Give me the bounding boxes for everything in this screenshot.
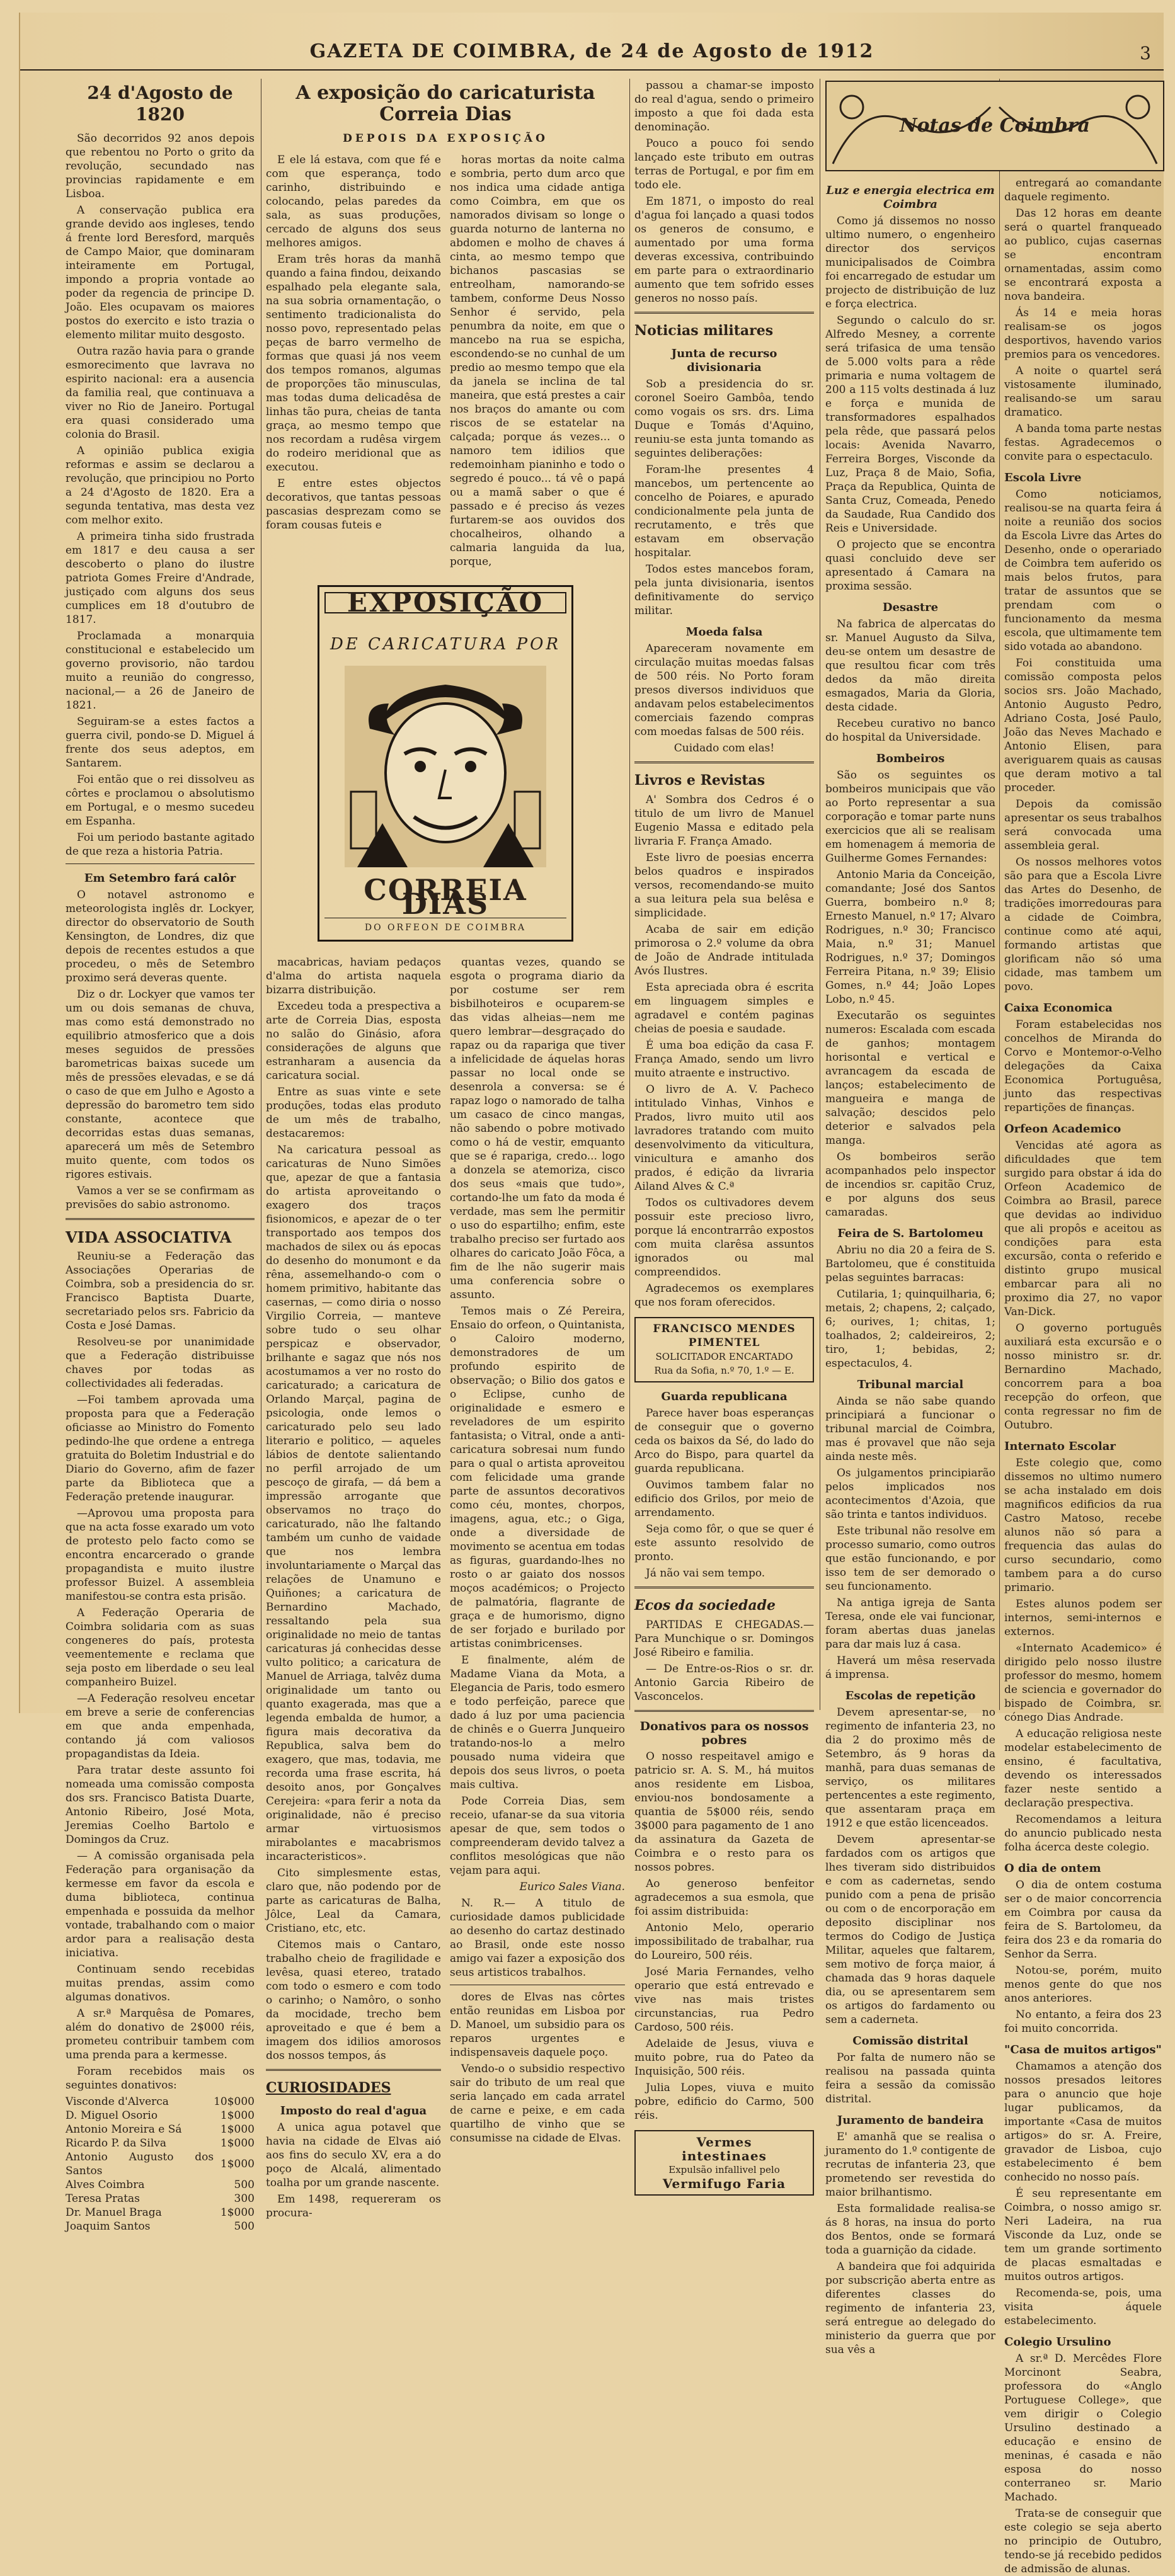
paragraph: Em 1498, requereram os procura-	[266, 2193, 441, 2220]
paragraph: Resolveu-se por unanimidade que a Federação distribuisse chaves por todas as collectividades ali federadas.	[66, 1336, 255, 1390]
paragraph: A Federação Operaria de Coimbra solidaria com as suas congeneres do país, protesta veementemente e reclama que seja posto em liberdade o seu leal companheiro Buizel.	[66, 1607, 255, 1689]
paragraph: Segundo o calculo do sr. Alfredo Mesney, a corrente será trifasica de uma tensão de 5.000 volts para a rêde primaria e numa voltagem de 200 a 115 volts destinada á luz e força e munida de transformadores espalhados pela rêde, que passará pelos locais: Avenida Navarro, Ferreira Borges, Visconde da Luz, Praça 8 de Maio, Sofia, Praça da Republica, Quinta de Santa Cruz, Comeada, Penedo da Saudade, Rua Candido dos Reis e Universidade.	[825, 314, 995, 535]
paragraph: Para tratar deste assunto foi nomeada uma comissão composta dos srs. Francisco Batista Duarte, Antonio Ribeiro, José Mota, Jeremias Coelho Bartolo e Domingos da Cruz.	[66, 1764, 255, 1846]
poster-footer: DO ORFEON DE COIMBRA	[324, 918, 566, 935]
paragraph: Proclamada a monarquia constitucional e estabelecido um governo provisorio, não tardou muito a reunião do congresso, nacional,— a 26 de Janeiro de 1821.	[66, 630, 255, 712]
paragraph: A bandeira que foi adquirida por subscrição aberta entre as diferentes classes do regimento de infanteria 23, será entregue ao delegado do ministerio da guerra que por sua vês a	[825, 2260, 995, 2356]
paragraph: Seguiram-se a estes factos a guerra civil, pondo-se D. Miguel á frente dos seus adeptos, em Santarem.	[66, 715, 255, 770]
paragraph: Ás 14 e meia horas realisam-se os jogos desportivos, havendo varios premios para os vencedores.	[1004, 307, 1162, 361]
paragraph: Foi constituida uma comissão composta pelos socios srs. João Machado, Antonio Augusto Pedro, Adriano Costa, José Paulo, João das Neves Machado e Antonio Elisen, para averiguarem quais as causas que deram motivo a tal proceder.	[1004, 657, 1162, 794]
paragraph: dores de Elvas nas côrtes então reunidas em Lisboa por D. Manoel, um subsidio para os reparos urgentes e indispensaveis daquele poço.	[450, 1991, 625, 2059]
paragraph: Chamamos a atenção dos nossos presados leitores para o anuncio que hoje lugar publicamos, da importante «Casa de muitos artigos» do sr. A. Freire, gravador de Lisboa, cujo estabelecimento é bem conhecido no nosso país.	[1004, 2060, 1162, 2184]
paragraph: A educação religiosa neste modelar estabelecimento de ensino, é facultativa, devendo os interessados fazer neste sentido a declaração prespectiva.	[1004, 1728, 1162, 1809]
paragraph: Como já dissemos no nosso ultimo numero, o engenheiro director dos serviços municipalisados de Coimbra foi encarregado de estudar um projecto de distribuição de luz e força electrica.	[825, 215, 995, 311]
ad-name: FRANCISCO MENDES PIMENTEL	[653, 1323, 796, 1349]
paragraph: E' amanhã que se realisa o juramento do 1.º contigente de recrutas de infanteria 23, que prometendo ser revestida do maior brilhantismo.	[825, 2131, 995, 2199]
paragraph: Todos estes mancebos foram, pela junta divisionaria, isentos definitivamente do serviço militar.	[634, 563, 814, 617]
paragraph: A unica agua potavel que havia na cidade de Elvas aió aos fins do seculo XV, era a do poço de Alcalá, alimentado toalha por um grande nascente.	[266, 2121, 441, 2189]
paragraph: A sr.ª Marquêsa de Pomares, além do donativo de 2$000 réis, prometeu contribuir tambem com uma prenda para a kermesse.	[66, 2007, 255, 2061]
paragraph: Os nossos melhores votos são para que a Escola Livre das Artes do Desenho, de tradições imorredouras para a cidade de Coimbra, continue como até aqui, formando artistas que glorificam não só uma cidade, mas tambem um povo.	[1004, 856, 1162, 993]
paragraph: Haverá um mêsa reservada á imprensa.	[825, 1655, 995, 1681]
paragraph: Notou-se, porém, muito menos gente do que nos anos anteriores.	[1004, 1964, 1162, 2005]
headline-orfeon: Orfeon Academico	[1004, 1122, 1121, 1136]
paragraph: É uma boa edição da casa F. França Amado, sendo um livro muito atraente e instructivo.	[634, 1039, 814, 1080]
paragraph: Vendo-o o subsidio respectivo sair do tributo de um real que seria lançado em cada arratel de carne e peixe, e em cada quartilho de vinho que se consumisse na cidade de Elvas.	[450, 2063, 625, 2145]
divider	[634, 1710, 814, 1712]
table-row: Ricardo P. da Silva 1$000	[66, 2137, 255, 2150]
paragraph: Apareceram novamente em circulação muitas moedas falsas de 500 réis. No Porto foram presos diversos individuos que andavam pelos estabelecimentos comerciais fazendo compras com moedas falsas de 500 réis.	[634, 642, 814, 738]
paragraph: —Aprovou uma proposta para que na acta fosse exarado um voto de protesto pelo facto como se encontra encarcerado o grande propagandista e muito ilustre professor Buizel. A assembleia manifestou-se contra esta prisão.	[66, 1507, 255, 1603]
author-signature: Eurico Sales Viana.	[519, 1881, 625, 1893]
divider	[634, 1587, 814, 1588]
caricature-face-icon	[345, 666, 546, 867]
paragraph: Recomendamos a leitura do anuncio publicado nesta folha ácerca deste colegio.	[1004, 1813, 1162, 1854]
paragraph: E finalmente, além de Madame Viana da Mota, a Elegancia de Paris, todo esmero e todo perfeição, parece que dado á luz por uma paciencia de chinês e o Guerra Junqueiro tratando-nos-lo a melro pousado numa videira que depois dos seus livros, o poeta mais cultiva.	[450, 1654, 625, 1791]
paragraph: Depois da comissão apresentar os seus trabalhos será convocada uma assembleia geral.	[1004, 798, 1162, 852]
headline-internato: Internato Escolar	[1004, 1440, 1116, 1453]
poster-subtitle: DE CARICATURA POR	[330, 635, 561, 654]
headline-noticias-militares: Noticias militares	[634, 322, 774, 339]
paragraph: Parece haver boas esperanças de conseguir que o governo ceda os baixos da Sé, do lado do Arco do Bispo, para quartel da guarda republicana.	[634, 1407, 814, 1475]
ad-role: SOLICITADOR ENCARTADO	[655, 1351, 793, 1362]
paragraph: Estes alunos podem ser internos, semi-internos e externos.	[1004, 1598, 1162, 1638]
paragraph: entregará ao comandante daquele regimento.	[1004, 177, 1162, 203]
paragraph: — A comissão organisada pela Federação para organisação da kermesse em favor da escola e duma biblioteca, continua empenhada e possuida da melhor vontade, trabalhando com o maior ardor para a realisação desta iniciativa.	[66, 1850, 255, 1959]
paragraph: Temos mais o Zé Pereira, Ensaio do orfeon, o Quintanista, o Caloiro moderno, demonstradores de um profundo espirito de observação; o Bilio dos gatos e o Eclipse, cunho de originalidade e esmero e reveladores de um espirito fantasista; o Vitral, onde a anti-caricatura sobresai num fundo para o qual o artista aproveitou com felicidade uma grande parte de assuntos decorativos como céu, montes, chorpos, imagens, agua, etc.; o Giga, onde a diversidade de movimento se acentua em todas as figuras, guardando-lhes no rosto o ar gaiato dos nossos moços académicos; o Projecto de palmatória, flagrante de graça e de humorismo, digno de ser forjado e burilado por artistas conimbricenses.	[450, 1305, 625, 1650]
paragraph: A opinião publica exigia reformas e assim se declarou a revolução, que principiou no Porto a 24 d'Agosto de 1820. Era a segunda tentativa, mas desta vez com melhor exito.	[66, 445, 255, 527]
headline-junta: Junta de recurso divisionaria	[671, 347, 777, 374]
solicitor-advertisement	[634, 1317, 814, 1382]
paragraph: Antonio Melo, operario impossibilitado de trabalhar, rua do Loureiro, 500 réis.	[634, 1922, 814, 1962]
paragraph: Ainda se não sabe quando principiará a funcionar o tribunal marcial de Coimbra, mas é provavel que não seja ainda neste mês.	[825, 1395, 995, 1463]
divider	[66, 1218, 255, 1220]
notas-banner	[825, 81, 1164, 171]
paragraph: A' Sombra dos Cedros é o titulo de um livro de Manuel Eugenio Massa e editado pela livraria F. França Amado.	[634, 794, 814, 848]
paragraph: Reuniu-se a Federação das Associações Operarias de Coimbra, sob a presidencia do sr. Francisco Baptista Duarte, secretariado pelos srs. Fabricio da Costa e José Damas.	[66, 1250, 255, 1332]
paragraph: Ouvimos tambem falar no edificio dos Grilos, por meio de arrendamento.	[634, 1479, 814, 1519]
headline-juramento: Juramento de bandeira	[837, 2114, 984, 2127]
paragraph: Todos os cultivadores devem possuir este precioso livro, porque lá encontrarrâo expostos com muita clarêsa assuntos ignorados ou mal compreendidos.	[634, 1197, 814, 1279]
paragraph: Devem apresentar-se, no regimento de infanteria 23, no dia 2 do proximo mês de Setembro, ás 9 horas da manhã, para duas semanas de serviço, os militares pertencentes a este regimento, que assentaram praça em 1912 e que estão licenceados.	[825, 1706, 995, 1830]
paragraph: Antonio Maria da Conceição, comandante; José dos Santos Guerra, bombeiro n.º 8; Ernesto Manuel, n.º 17; Alvaro Rodrigues, n.º 30; Francisco Maia, n.º 31; Manuel Rodrigues, n.º 37; Domingos Ferreira Pitana, n.º 39; Elisio Gomes, n.º 44; João Lopes Lobo, n.º 45.	[825, 869, 995, 1006]
paragraph: Por falta de numero não se realisou na passada quinta feira a sessão da comissão distrital.	[825, 2051, 995, 2106]
paragraph: Cutilaria, 1; quinquilharia, 6; metais, 2; chapens, 2; calçado, 6; ourives, 1; chitas, 1; toalhados, 2; caldeireiros, 2; tiro, 1; bebidas, 2; espectaculos, 4.	[825, 1288, 995, 1370]
paragraph: quantas vezes, quando se esgota o programa diario da por costume ser rem bisbilhoteiros e ocuparem-se das vidas alheias—nem me quero lembrar—desgraçado do rapaz ou da rapariga que tiver a infelicidade de áquelas horas passar no local onde se desenrola a conversa: se é rapaz logo o namorado de talha um casaco de cinco mangas, não sabendo o pobre motivado como o há de vestir, emquanto que se é rapariga, credo... logo a donzela se atemoriza, cisco dos seus «mais que tudo», cortando-lhe um fato da moda é verdade, mas sem lhe permitir o uso do espartilho; enfim, este trabalho preciso ser furtado aos olhares do caricato João Fôca, a fim de lhe não sugerir mais uma conferencia sobre o assunto.	[450, 956, 625, 1301]
column-4	[825, 176, 995, 2356]
paragraph: Diz o dr. Lockyer que vamos ter um ou dois semanas de chuva, mas como está demonstrado no equilibrio atmosferico que a dois meses seguidos de pressões barometricas baixas sucede um mês de pressões elevadas, e se dá o caso de que em Julho e Agosto a depressão do barometro tem sido constante, acontece que decorridas estas duas semanas, aparecerá um mês de Setembro muito quente, com todos os rigores estivais.	[66, 988, 255, 1181]
masthead	[20, 31, 1164, 71]
paragraph: O dia de ontem costuma ser o de maior concorrencia em Coimbra por causa da feira de S. Bartolomeu, da feira dos 23 e da romaria do Senhor da Serra.	[1004, 1879, 1162, 1961]
paragraph: São os seguintes os bombeiros municipais que vão ao Porto representar a sua corporação e tomar parte nuns exercicios que ali se realisam em homenagem á memoria de Guilherme Gomes Fernandes:	[825, 769, 995, 865]
paragraph: São decorridos 92 anos depois que rebentou no Porto o grito da revolução, secundado nas provincias rapidamente e em Lisboa.	[66, 132, 255, 200]
divider	[266, 2069, 441, 2071]
headline-moeda-falsa: Moeda falsa	[685, 625, 763, 639]
table-row: Dr. Manuel Braga 1$000	[66, 2206, 255, 2219]
paragraph: A banda toma parte nestas festas. Agradecemos o convite para o espectaculo.	[1004, 423, 1162, 463]
paragraph: Esta formalidade realisa-se ás 8 horas, na insua do porto dos Bentos, onde se formará toda a guarnição da cidade.	[825, 2203, 995, 2257]
headline-luz-energia: Luz e energia electrica em Coimbra	[826, 184, 995, 211]
paragraph: Na fabrica de alpercatas do sr. Manuel Augusto da Silva, deu-se ontem um desastre de que resultou ficar com três dedos da mão direita esmagados, Maria da Gloria, desta cidade.	[825, 618, 995, 714]
paragraph: Abriu no dia 20 a feira de S. Bartolomeu, que é constituida pelas seguintes barracas:	[825, 1244, 995, 1284]
exhibition-poster-illustration	[318, 585, 573, 942]
paragraph: Foram estabelecidas nos concelhos de Miranda do Corvo e Montemor-o-Velho delegações da Caixa Economica Portuguêsa, junto das respectivas repartições de finanças.	[1004, 1018, 1162, 1114]
column-rule	[999, 79, 1000, 1710]
divider	[66, 863, 255, 864]
paragraph: Trata-se de conseguir que este colegio se seja aberto no principio de Outubro, tendo-se já recebido pedidos de admissão de alunas.	[1004, 2507, 1162, 2575]
paragraph: Continuam sendo recebidas muitas prendas, assim como algumas donativos.	[66, 1963, 255, 2003]
column-rule	[629, 79, 630, 1710]
paragraph: Foram recebidos mais os seguintes donativos:	[66, 2065, 255, 2092]
paragraph: O projecto que se encontra quasi concluido deve ser apresentado á Camara na proxima sessão.	[825, 539, 995, 593]
headline-dia-ontem: O dia de ontem	[1004, 1862, 1101, 1875]
headline-escolas: Escolas de repetição	[845, 1689, 976, 1702]
headline-exposicao: A exposição do caricaturista Correia Dias	[295, 82, 595, 125]
paragraph: Foram-lhe presentes 4 mancebos, um pertencente ao concelho de Poiares, e apurado condicionalmente pela junta de recrutamento, e três que estavam em observação hospitalar.	[634, 464, 814, 559]
paragraph: É seu representante em Coimbra, o nosso amigo sr. Neri Ladeira, na rua Visconde da Luz, onde se tem um grande sortimento de placas esmaltadas e muitos outros artigos.	[1004, 2187, 1162, 2283]
paragraph: A sr.ª D. Mercêdes Flore Morcinont Seabra, professora do «Anglo Portuguese College», que vem dirigir o Colegio Ursulino destinado a educação e ensino de meninas, é casada e não esposa do nosso conterraneo sr. Mario Machado.	[1004, 2352, 1162, 2504]
paragraph: Ao generoso benfeitor agradecemos a sua esmola, que foi assim distribuida:	[634, 1878, 814, 1918]
newspaper-page	[19, 13, 1164, 2575]
poster-title: EXPOSIÇÃO	[324, 592, 566, 613]
paragraph: Recebeu curativo no banco do hospital da Universidade.	[825, 717, 995, 744]
headline-tribunal: Tribunal marcial	[857, 1378, 964, 1391]
headline-guarda: Guarda republicana	[661, 1390, 788, 1403]
paragraph: Pouco a pouco foi sendo lançado este tributo em outras terras de Portugal, e por fim em todo ele.	[634, 137, 814, 191]
table-row: Alves Coimbra 500	[66, 2179, 255, 2191]
paragraph: PARTIDAS E CHEGADAS.—Para Munchique o sr. Domingos José Ribeiro e familia.	[634, 1619, 814, 1659]
two-column-block	[266, 153, 625, 571]
page-number: 3	[1140, 43, 1151, 64]
paragraph: Cuidado com elas!	[673, 742, 775, 755]
paragraph: Na caricatura pessoal as caricaturas de Nuno Simões que, apezar de que a fantasia do artista aproveitando o exagero dos traços fisionomicos, e apezar de o ter transportado aos tempos dos machados de silex ou ás epocas do desenho do monumont e da rêna, assemelhando-o com o homem primitivo, habitante das casernas, — como diria o nosso Virgilio Correia, — manteve sobre tudo o seu olhar perspicaz e observador, brilhante e sagaz que nós nos acostumamos a ver no rosto do caricaturado; a caricatura de Orlando Marçal, pagina de psicologia, onde lemos o caricaturado pelo seu lado literario e politico, — aqueles lábios de dentote salientando no perfil arrojado de um pescoço de girafa, — dá bem a impressão arrogante que observamos no traço do caricaturado, não lhe faltando também um cunho de vaidade que nos lembra involuntariamente o Marçal das relações de Unamuno e Quiñones; a caricatura de Bernardino Machado, ressaltando pela sua originalidade no meio de tantas caricaturas já conhecidas desse vulto politico; a caricatura de Manuel de Arriaga, talvêz duma originalidade um tanto ou quanto exagerada, mas que a legenda embalda de humor, a figura mais decorativa da Republica, salva bem do exagero, que mas, todavia, me recorda uma frase escrita, há desoito anos, por Gonçalves Cerejeira: «para ferir a nota da originalidade, não é preciso armar virtuosismos mirabolantes e macabrismos incaracteristicos».	[266, 1144, 441, 1863]
paragraph: A noite o quartel será vistosamente iluminado, realisando-se um sarau dramatico.	[1004, 365, 1162, 419]
paragraph: Este tribunal não resolve em processo sumario, como outros que estão funcionando, e por isso tem de ser demorado o seu funcionamento.	[825, 1525, 995, 1593]
headline-desastre: Desastre	[882, 601, 939, 614]
paragraph: Excedeu toda a prespectiva a arte de Correia Dias, esposta no salão do Ginásio, afora considerações de alguns que estranharam a ausencia da caricatura social.	[266, 1000, 441, 1082]
paragraph: Julia Lopes, viuva e muito pobre, edificio do Carmo, 500 réis.	[634, 2082, 814, 2122]
poster-artist-name: CORREIA DIAS	[364, 873, 527, 921]
paragraph: horas mortas da noite calma e sombria, perto dum arco que nos indica uma cidade antiga como Coimbra, em que os namorados divisam so longe o guarda noturno de lanterna no abdomen e molho de chaves á cinta, ao mesmo tempo que bichanos pascasias se entreolham, namorando-se tambem, conforme Deus Nosso Senhor é servido, pela penumbra da noite, em que o mancebo na rua se espicha, escondendo-se no cunhal de um predio ao mesmo tempo que ela da janela se inclina de tal maneira, que está prestes a cair nos braços do amante ou com riscos de se estatelar na calçada; porque ás vezes... o namoro tem idilios que redemoinham pianinho e todo o segredo é pouco... tá vê o papá ou a mamã saber o que é passado e é preciso ás vezes furtarem-se aos ouvidos dos chocalheiros, olhando a calmaria languida da lua, porque,	[450, 154, 625, 568]
paragraph: Acaba de sair em edição primorosa o 2.º volume da obra de João de Andrade intitulada Avós Ilustres.	[634, 923, 814, 977]
paragraph: E ele lá estava, com que fé e com que esperança, todo carinho, distribuindo e colocando, pelas paredes da sala, as suas produções, cercado de alguns dos seus melhores amigos.	[266, 154, 441, 249]
paragraph: — De Entre-os-Rios o sr. dr. Antonio Garcia Ribeiro de Vasconcelos.	[634, 1663, 814, 1703]
column-3	[634, 79, 814, 2191]
headline-feira: Feira de S. Bartolomeu	[837, 1227, 983, 1240]
paragraph: —Foi tambem aprovada uma proposta para que a Federação oficiasse ao Ministro do Fomento pedindo-lhe que ordene a entrega gratuita do Boletim Industrial e do Diario do Governo, afim de fazer parte da Biblioteca que a Federação pretende inaugurar.	[66, 1394, 255, 1503]
headline-colegio: Colegio Ursulino	[1004, 2335, 1111, 2349]
headline-livros-revistas: Livros e Revistas	[634, 772, 765, 789]
paragraph: Sob a presidencia do sr. coronel Soeiro Gambôa, tendo como vogais os srs. drs. Lima Duque e Tomás d'Aquino, reuniu-se esta junta tomando as seguintes deliberações:	[634, 378, 814, 460]
divider	[634, 761, 814, 763]
paragraph: Agradecemos os exemplares que nos foram oferecidos.	[634, 1282, 814, 1309]
headline-bombeiros: Bombeiros	[876, 752, 945, 765]
paragraph: Os bombeiros serão acompanhados pelo inspector de incendios sr. capitão Cruz, e por alguns dos seus camaradas.	[825, 1151, 995, 1219]
paragraph: N. R.— A titulo de curiosidade damos publicidade ao desenho do cartaz destinado ao Brasil, onde este nosso amigo vai fazer a exposição dos seus artisticos trabalhos.	[450, 1897, 625, 1979]
paragraph: Na antiga igreja de Santa Teresa, onde ele vai funcionar, foram abertas duas janelas para dar mais luz á casa.	[825, 1597, 995, 1651]
paragraph: Este colegio que, como dissemos no ultimo numero se acha instalado em dois magnificos edificios da rua Castro Matoso, recebe alunos não só para a frequencia das aulas do curso secundario, como tambem para a do curso primario.	[1004, 1457, 1162, 1594]
table-row: Antonio Augusto dos Santos 1$000	[66, 2151, 255, 2177]
paragraph: Adelaide de Jesus, viuva e muito pobre, rua do Pateo da Inquisição, 500 réis.	[634, 2037, 814, 2078]
table-row: Teresa Pratas 300	[66, 2192, 255, 2205]
paragraph: macabricas, haviam pedaços d'alma do artista naquela bizarra distribuição.	[266, 956, 441, 996]
paragraph: Pode Correia Dias, sem receio, ufanar-se da sua vitoria apesar de que, sem todos o compreenderam devido talvez a conflitos mesológicas que não vejam para aqui.	[450, 1795, 625, 1877]
paragraph: Citemos mais o Cantaro, trabalho cheio de fragilidade e levêsa, quasi etereo, tratado com todo o esmero e com todo o carinho; o Namôro, o sonho da mocidade, trecho bem aproveitado e que é bem a imagem dos idilios amorosos dos nossos tempos, ás	[266, 1939, 441, 2062]
headline-24-agosto: 24 d'Agosto de 1820	[87, 83, 233, 125]
headline-comissao: Comissão distrital	[852, 2034, 968, 2048]
paragraph: Das 12 horas em deante será o quartel franqueado ao publico, cujas casernas se encontram ornamentadas, assim como se encontrará exposta a nova bandeira.	[1004, 207, 1162, 303]
paragraph: O governo português auxiliará esta excursão e o nosso ministro sr. dr. Bernardino Machado, concorrem para a boa recepção do orfeon, que conta regressar no fim de Outubro.	[1004, 1322, 1162, 1432]
paragraph: Vamos a ver se se confirmam as previsões do sabio astronomo.	[66, 1185, 255, 1211]
column-2	[266, 79, 625, 2220]
paragraph: —A Federação resolveu encetar em breve a serie de conferencias em que anda empenhada, contando já com valiosos propagandistas da Ideia.	[66, 1692, 255, 1760]
paragraph: E entre estes objectos decorativos, que tantas pessoas pascasias desprezam como se foram cousas futeis e	[266, 477, 441, 532]
table-row: Antonio Moreira e Sá 1$000	[66, 2123, 255, 2136]
paragraph: Foi um periodo bastante agitado de que reza a historia Patria.	[66, 831, 255, 858]
paragraph: José Maria Fernandes, velho operario que está entrevado e vive nas mais tristes circunstancias, rua Pedro Cardoso, 500 réis.	[634, 1966, 814, 2034]
masthead-title: GAZETA DE COIMBRA, de 24 de Agosto de 1912	[309, 40, 874, 62]
headline-vida-associativa: VIDA ASSOCIATIVA	[66, 1228, 232, 1246]
table-row: D. Miguel Osorio 1$000	[66, 2109, 255, 2122]
ad-address: Rua da Sofia, n.º 70, 1.º — E.	[654, 1365, 794, 1376]
paragraph: Como noticiamos, realisou-se na quarta feira á noite a reunião dos socios da Escola Livre das Artes do Desenho, onde o operariado de Coimbra tem auferido os mais belos frutos, para tratar de assuntos que se prendam com o funcionamento da mesma escola, que ultimamente tem sido votada ao abandono.	[1004, 488, 1162, 653]
paragraph: Outra razão havia para o grande esmorecimento que lavrava no espirito nacional: era a ausencia da familia real, que continuava a viver no Rio de Janeiro. Portugal era quasi considerado uma colonia do Brasil.	[66, 345, 255, 441]
donors-table	[66, 2095, 255, 2233]
paragraph: Seja como fôr, o que se quer é este assunto resolvido de pronto.	[634, 1523, 814, 1563]
paragraph: Em 1871, o imposto do real d'agua foi lançado a quasi todos os generos de consumo, e aumentado por uma forma deveras excessiva, contribuindo em parte para o extraordinario aumento que tem sofrido esses generos no nosso país.	[634, 195, 814, 305]
paragraph: Eram três horas da manhã quando a faina findou, deixando espalhado pela elegante sala, na sua sobria ornamentação, o sentimento tradicionalista do nosso povo, representado pelas peças de barro vermelho de formas que quasi já nos veem dos tempos romanos, algumas de proporções tão minusculas, mas todas duma delicadêsa de linhas tão pura, cheias de tanta graça, ao mesmo tempo que nos recordam a rudêsa virgem do rodeiro meridional que as executou.	[266, 253, 441, 474]
vermifugo-advertisement: Vermes intestinaes Expulsão infallivel pelo Vermifugo Faria	[634, 2130, 814, 2196]
paragraph: Recomenda-se, pois, uma visita áquele estabelecimento.	[1004, 2287, 1162, 2327]
paragraph: Foi então que o rei dissolveu as côrtes e proclamou o absolutismo em Portugal, e o mesmo sucedeu em Espanha.	[66, 773, 255, 828]
paragraph: O nosso respeitavel amigo e patricio sr. A. S. M., há muitos anos residente em Lisboa, enviou-nos bondosamente a quantia de 5$000 réis, sendo 3$000 para pagamento de 1 ano da assinatura da Gazeta de Coimbra e o resto para os nossos pobres.	[634, 1750, 814, 1874]
paragraph: Este livro de poesias encerra belos quadros e inspirados versos, recomendando-se muito a sua leitura pela sua belêsa e simplicidade.	[634, 852, 814, 920]
paragraph: O notavel astronomo e meteorologista inglês dr. Lockyer, director do observatorio de South Kensington, de Londres, diz que depois de recentes estudos a que procedeu, o mês de Setembro proximo será deveras quente.	[66, 889, 255, 984]
paragraph: Os julgamentos principiarão pelos implicados nos acontecimentos d'Azoia, que são trinta e tantos individuos.	[825, 1467, 995, 1521]
subheadline: DEPOIS DA EXPOSIÇÃO	[343, 132, 548, 145]
paragraph: O livro de A. V. Pacheco intitulado Vinhas, Vinhos e Prados, livro muito util aos lavradores tratando com muito desenvolvimento da viticultura, vinicultura e amanho dos prados, é edição da livraria Ailand Alves & C.ª	[634, 1083, 814, 1193]
banner-title: Notas de Coimbra	[900, 115, 1090, 137]
table-row: Visconde d'Alverca 10$000	[66, 2095, 255, 2108]
headline-ecos: Ecos da sociedade	[634, 1597, 776, 1614]
headline-casa-artigos: "Casa de muitos artigos"	[1004, 2043, 1162, 2056]
paragraph: «Internato Academico» é dirigido pelo nosso ilustre professor do mesmo, homem de sciencia e governador do bispado de Coimbra, sr. cónego Dias Andrade.	[1004, 1642, 1162, 1724]
paragraph: Vencidas até agora as dificuldades que tem surgido para obstar á ida do Orfeon Academico de Coimbra ao Brasil, parece que devidas ao individuo que ali propôs e aceitou as condições para esta excursão, conta o referido e distinto grupo musical embarcar para ali no proximo dia 27, no vapor Van-Dick.	[1004, 1139, 1162, 1318]
headline-donativos: Donativos para os nossos pobres	[639, 1719, 809, 1747]
paragraph: passou a chamar-se imposto do real d'agua, sendo o primeiro imposto a que foi dada esta denominação.	[634, 79, 814, 134]
paragraph: Executarão os seguintes numeros: Escalada com escada de ganhos; montagem horisontal e vertical e avrancagem da escada de lanços; estabelecimento de mangueira e manga de salvação; descidos pelo deterior e salvados pela manga.	[825, 1010, 995, 1147]
paragraph: Já não vai sem tempo.	[646, 1567, 765, 1580]
paragraph: No entanto, a feira dos 23 foi muito concorrida.	[1004, 2009, 1162, 2035]
paragraph: Devem apresentar-se fardados com os artigos que lhes tiveram sido distribuidos e com as cadernetas, sendo punido com a pena de prisão ou com o de encorporação em deposito disciplinar nos termos do Codigo de Justiça Militar, aqueles que faltarem, sem motivo de força maior, á chamada das 9 horas daquele dia, ou se apresentarem sem os artigos do fardamento ou sem a caderneta.	[825, 1833, 995, 2026]
paragraph: Esta apreciada obra é escrita em linguagem simples e agradavel e contém paginas cheias de poesia e saudade.	[634, 981, 814, 1035]
column-5	[1004, 176, 1162, 2575]
headline-caixa: Caixa Economica	[1004, 1001, 1113, 1015]
headline-curiosidades: CURIOSIDADES	[266, 2080, 391, 2096]
paragraph: Cito simplesmente estas, claro que, não podendo por de parte as caricaturas de Balha, Jôlce, Leal da Camara, Cristiano, etc, etc.	[266, 1867, 441, 1935]
divider	[634, 312, 814, 314]
headline-escola-livre: Escola Livre	[1004, 471, 1082, 484]
headline-setembro: Em Setembro fará calôr	[84, 872, 236, 885]
paragraph: Entre as suas vinte e sete produções, todas elas produto de um mês de trabalho, destacaremos:	[266, 1086, 441, 1140]
table-row: Joaquim Santos 500	[66, 2220, 255, 2233]
paragraph: A conservação publica era grande devido aos ingleses, tendo á frente lord Beresford, marquês de Campo Maior, que dominaram inteiramente em Portugal, impondo a propria vontade ao poder da regencia de principe D. João. Eles ocupavam os maiores postos do exercito e isto trazia o elemento militar muito desgosto.	[66, 204, 255, 341]
two-column-block	[266, 955, 625, 2223]
headline-imposto: Imposto do real d'agua	[280, 2104, 427, 2117]
column-1	[66, 79, 255, 2233]
paragraph: A primeira tinha sido frustrada em 1817 e deu causa a ser descoberto o plano do ilustre patriota Gomes Freire d'Andrade, justiçado com alguns dos seus cumplices em 18 d'outubro de 1817.	[66, 530, 255, 626]
